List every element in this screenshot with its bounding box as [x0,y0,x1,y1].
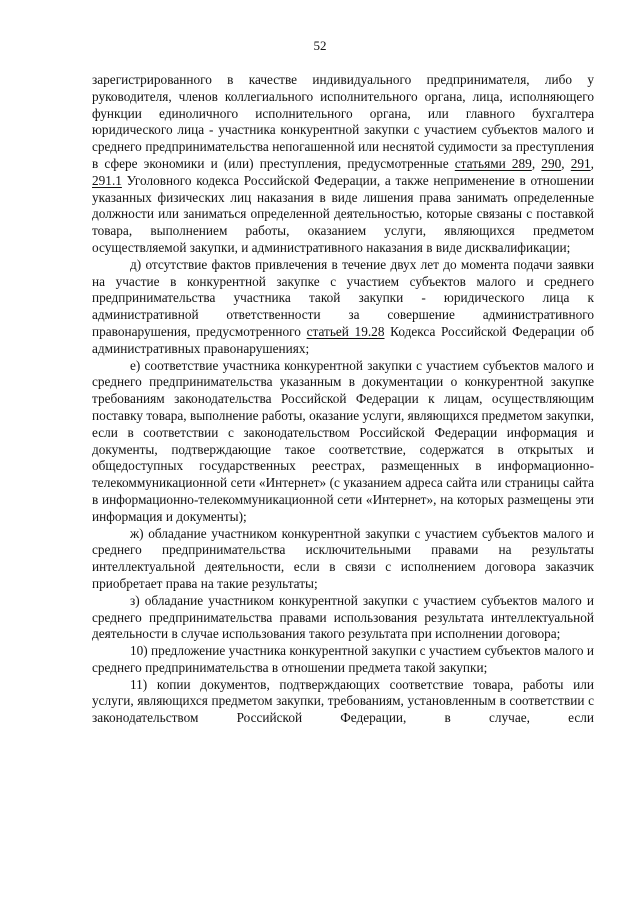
paragraph-text: зарегистрированного в качестве индивидуального предпринимателя, либо у руководителя, членов коллегиального исполнительного органа, лица, исполняющего функции единоличного исполнительного органа, или главного бухгалтера юридического лица - участника конкурентной закупки с участием субъектов малого и среднего предпринимательства непогашенной или неснятой судимости за преступления в сфере экономики и (или) преступления, предусмотренные [92,72,594,171]
paragraph [92,358,594,526]
law-reference-link[interactable]: статьей 19.28 [306,323,385,339]
paragraph-text: д) отсутствие фактов привлечения в течение двух лет до момента подачи заявки на участие в конкурентной закупке с участием субъектов малого и среднего предпринимательства участника такой закупки - юридического лица к административной ответственности за совершение административного правонарушения, предусмотренного [92,256,594,339]
page-number: 52 [313,38,327,53]
paragraph-text: Уголовного кодекса Российской Федерации, а также неприменение в отношении указанных физических лиц наказания в виде лишения права занимать определенные должности или заниматься определенной деятельностью, которые связаны с поставкой товара, выполнением работы, оказанием услуги, являющихся предметом осуществляемой закупки, и административного наказания в виде дисквалификации; [92,172,594,255]
paragraph [92,526,594,593]
paragraph [92,72,594,257]
paragraph-text: , [590,155,594,171]
paragraph-text: ж) обладание участником конкурентной закупки с участием субъектов малого и среднего предпринимательства исключительными правами на результаты интеллектуальной деятельности, если в связи с исполнением договора заказчик приобретает права на такие результаты; [92,525,594,591]
paragraph-text: , [561,155,571,171]
paragraph-text: , [531,155,542,171]
paragraph [92,593,594,643]
law-reference-link[interactable]: 291.1 [92,172,122,188]
paragraph-text: 11) копии документов, подтверждающих соответствие товара, работы или услуги, являющихся предметом закупки, требованиям, установленным в соответствии с законодательством Российской Федерации, в случае, если [92,676,594,726]
paragraph [92,257,594,358]
paragraph [92,643,594,677]
law-reference-link[interactable]: 290 [541,155,562,171]
paragraph-text: Кодекса Российской Федерации об административных правонарушениях; [92,323,594,356]
paragraph-text: 10) предложение участника конкурентной закупки с участием субъектов малого и среднего предпринимательства в отношении предмета такой закупки; [92,643,594,675]
law-reference-link[interactable]: статьями 289 [454,155,532,171]
law-reference-link[interactable]: 291 [570,155,591,171]
paragraph-text: е) соответствие участника конкурентной закупки с участием субъектов малого и среднего предпринимательства указанным в документации о конкурентной закупке требованиям законодательства Российской Федерации к лицам, осуществляющим поставку товара, выполнение работы, оказание услуги, являющихся предметом закупки, если в соответствии с законодательством Российской Федерации информация и документы, подтверждающие такое соответствие, содержатся в открытых и общедоступных государственных реестрах, размещенных в информационно-телекоммуникационной сети «Интернет» (с указанием адреса сайта или страницы сайта в информационно-телекоммуникационной сети «Интернет», на которых размещены эти информация и документы); [92,357,594,524]
document-body [92,72,594,727]
paragraph-text: з) обладание участником конкурентной закупки с участием субъектов малого и среднего предпринимательства правами использования результата интеллектуальной деятельности в случае использования такого результата при исполнении договора; [92,592,594,642]
paragraph [92,677,594,727]
